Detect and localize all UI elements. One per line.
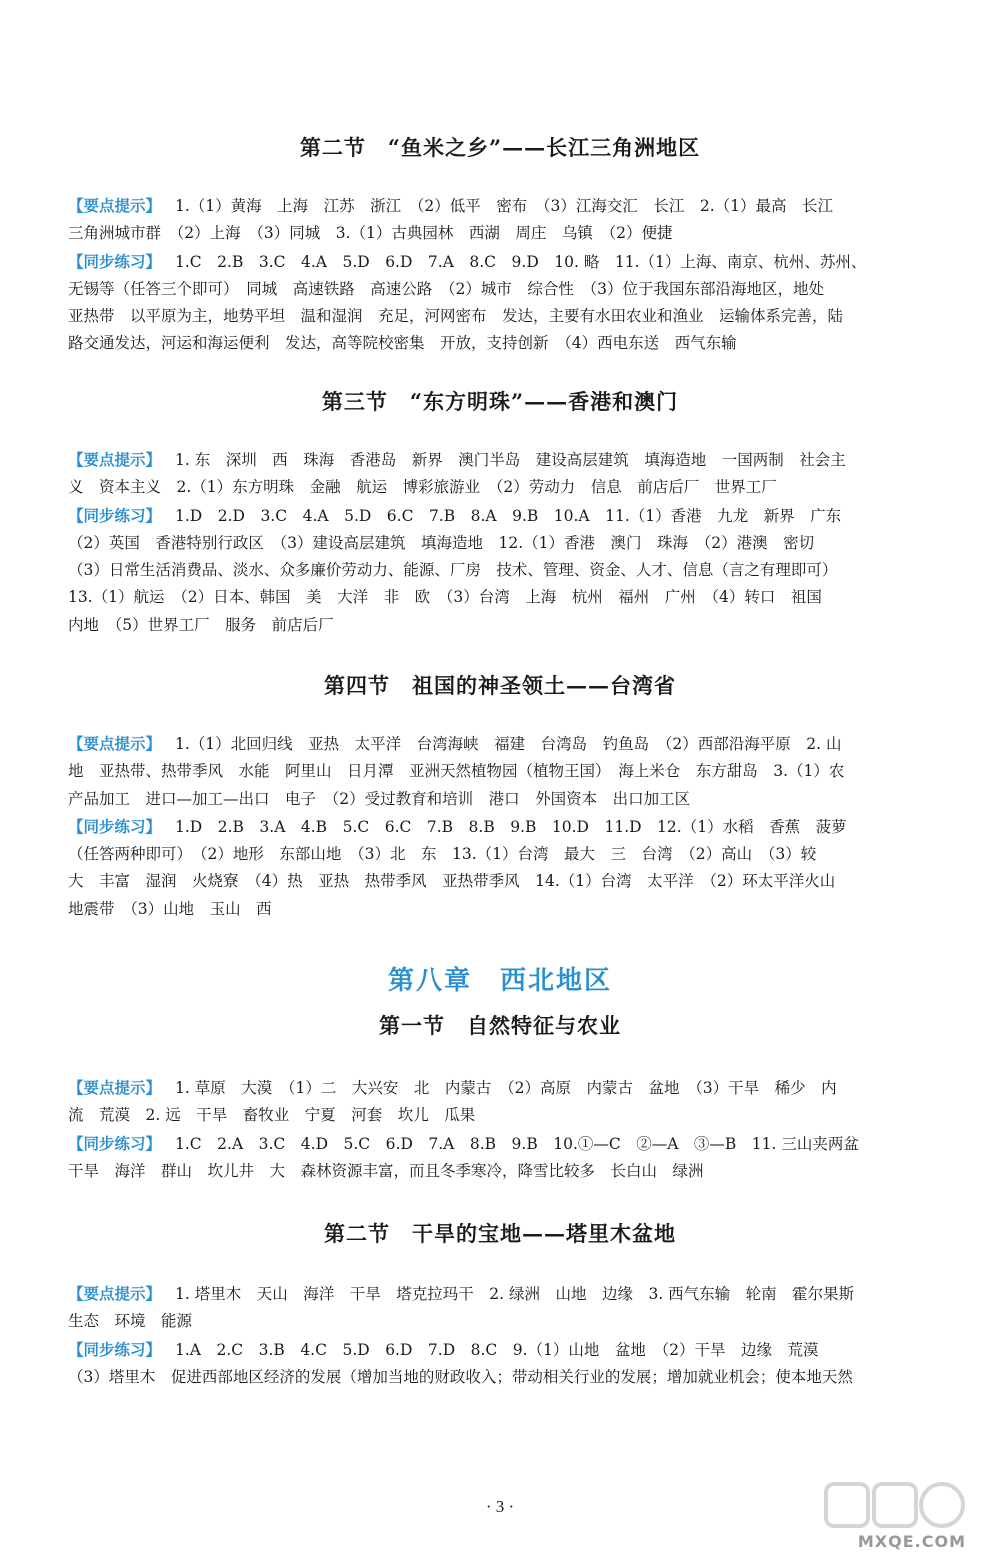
tag-practice: 【同步练习】 [68,505,162,525]
text-line: 13.（1）航运 （2）日本、韩国 美 大洋 非 欧 （3）台湾 上海 杭州 福州 广州 （4）转口 祖国 [68,588,822,607]
tag-practice: 【同步练习】 [68,1133,162,1153]
text-line: 地震带 （3）山地 玉山 西 [68,899,272,918]
text-line: 【同步练习】 1.D 2.D 3.C 4.A 5.D 6.C 7.B 8.A 9.B 10.A 11.（1）香港 九龙 新界 广东 [68,505,842,525]
text-line: 【同步练习】 1.D 2.B 3.A 4.B 5.C 6.C 7.B 8.B 9.B 10.D 11.D 12.（1）水稻 香蕉 菠萝 [68,816,847,836]
text-line: 干旱 海洋 群山 坎儿井 大 森林资源丰富，而且冬季寒冷，降雪比较多 长白山 绿洲 [68,1161,704,1180]
text-line: 地 亚热带、热带季风 水能 阿里山 日月潭 亚洲天然植物园（植物王国） 海上米仓 东方甜岛 3.（1）农 [68,762,845,781]
section-body [68,1280,934,1391]
text-line: 义 资本主义 2.（1）东方明珠 金融 航运 博彩旅游业 （2）劳动力 信息 前店后厂 世界工厂 [68,478,777,497]
tag-key-points: 【要点提示】 [68,734,162,753]
section-title: 第三节 “东方明珠”——香港和澳门 [321,389,679,414]
watermark-text: MXQE.COM [857,1532,966,1551]
section-title: 第二节 干旱的宝地——塔里木盆地 [324,1221,676,1246]
text-line: 亚热带 以平原为主，地势平坦 温和湿润 充足，河网密布 发达，主要有水田农业和渔业 运输体系完善，陆 [68,307,844,326]
tag-key-points: 【要点提示】 [68,1078,162,1097]
tag-key-points: 【要点提示】 [68,450,162,469]
text-line: （3）日常生活消费品、淡水、众多廉价劳动力、能源、厂房 技术、管理、资金、人才、信息（言之有理即可） [68,561,838,580]
text-line: 【要点提示】 1. 草原 大漠 （1）二 大兴安 北 内蒙古 （2）高原 内蒙古 盆地 （3）干旱 稀少 内 [68,1078,837,1097]
tag-practice: 【同步练习】 [68,251,162,271]
text-line: 三角洲城市群 （2）上海 （3）同城 3.（1）古典园林 西湖 周庄 乌镇 （2）便捷 [68,224,673,243]
text-line: 流 荒漠 2. 远 干旱 畜牧业 宁夏 河套 坎儿 瓜果 [68,1106,476,1125]
text-line: （任答两种即可） （2）地形 东部山地 （3）北 东 13.（1）台湾 最大 三 台湾 （2）高山 （3）较 [68,845,817,864]
text-line: 【要点提示】 1.（1）北回归线 亚热 太平洋 台湾海峡 福建 台湾岛 钓鱼岛 （2）西部沿海平原 2. 山 [68,734,842,753]
section-body [68,730,934,923]
text-line: 路交通发达，河运和海运便利 发达，高等院校密集 开放，支持创新 （4）西电东送 西气东输 [68,334,737,353]
text-line: （3）塔里木 促进西部地区经济的发展（增加当地的财政收入；带动相关行业的发展；增加就业机会；使本地天然 [68,1367,853,1386]
chapter-title: 第八章 西北地区 [387,966,612,996]
section-body [68,192,934,358]
tag-key-points: 【要点提示】 [68,196,162,215]
page-number: · 3 · [485,1497,515,1516]
section-title: 第二节 “鱼米之乡”——长江三角洲地区 [299,135,701,160]
text-line: （2）英国 香港特别行政区 （3）建设高层建筑 填海造地 12.（1）香港 澳门 珠海 （2）港澳 密切 [68,533,815,552]
text-line: 【要点提示】 1.（1）黄海 上海 江苏 浙江 （2）低平 密布 （3）江海交汇 长江 2.（1）最高 长江 [68,196,834,215]
section-title: 第一节 自然特征与农业 [379,1013,621,1038]
text-line: 【要点提示】 1. 东 深圳 西 珠海 香港岛 新界 澳门半岛 建设高层建筑 填海造地 一国两制 社会主 [68,450,846,469]
text-line: 【同步练习】 1.C 2.B 3.C 4.A 5.D 6.D 7.A 8.C 9.D 10. 略 11.（1）上海、南京、杭州、苏州、 [68,251,867,271]
text-line: 无锡等（任答三个即可） 同城 高速铁路 高速公路 （2）城市 综合性 （3）位于我国东部沿海地区，地处 [68,279,824,298]
text-line: 生态 环境 能源 [68,1312,193,1331]
text-line: 内地 （5）世界工厂 服务 前店后厂 [68,615,334,634]
tag-practice: 【同步练习】 [68,1339,162,1359]
text-line: 【要点提示】 1. 塔里木 天山 海洋 干旱 塔克拉玛干 2. 绿洲 山地 边缘 3. 西气东输 轮南 霍尔果斯 [68,1284,855,1303]
tag-practice: 【同步练习】 [68,816,162,836]
text-line: 【同步练习】 1.A 2.C 3.B 4.C 5.D 6.D 7.D 8.C 9.（1）山地 盆地 （2）干旱 边缘 荒漠 [68,1339,819,1359]
text-line: 【同步练习】 1.C 2.A 3.C 4.D 5.C 6.D 7.A 8.B 9.B 10.①—C ②—A ③—B 11. 三山夹两盆 [68,1133,859,1153]
section-body [68,1074,934,1185]
section-body [68,446,934,639]
tag-key-points: 【要点提示】 [68,1284,162,1303]
section-title: 第四节 祖国的神圣领土——台湾省 [324,673,676,698]
text-line: 产品加工 进口—加工—出口 电子 （2）受过教育和培训 港口 外国资本 出口加工区 [68,789,691,808]
text-line: 大 丰富 湿润 火烧寮 （4）热 亚热 热带季风 亚热带季风 14.（1）台湾 太平洋 （2）环太平洋火山 [68,872,836,891]
